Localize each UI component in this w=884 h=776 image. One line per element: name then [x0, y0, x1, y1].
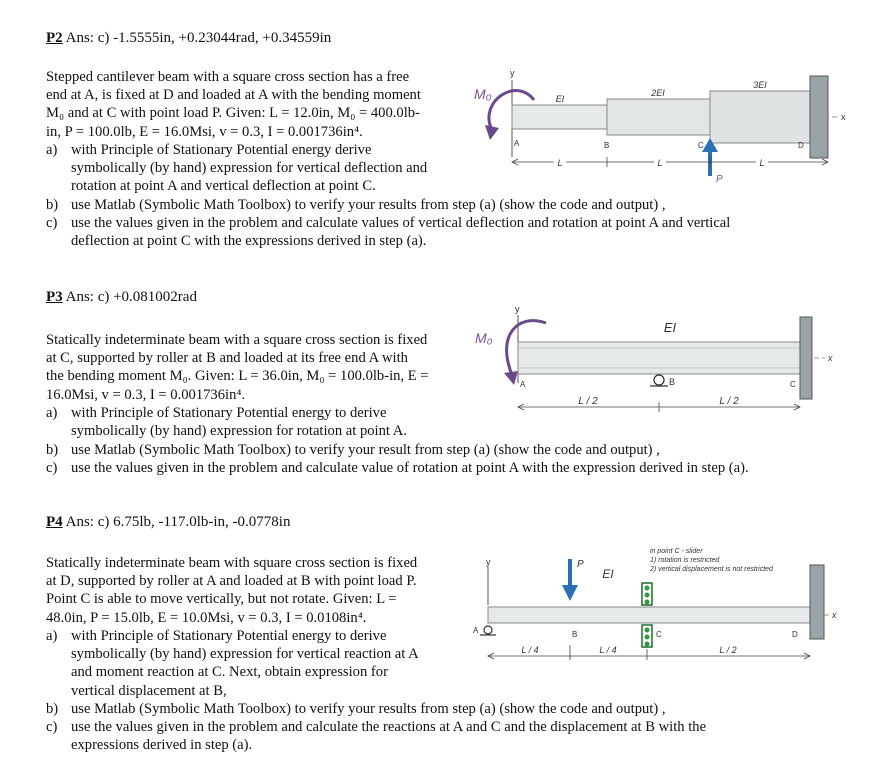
p4-b-label: b)	[46, 701, 59, 717]
p4-note-3: 2) vertical displacement is not restricted	[650, 566, 773, 573]
p4-point-c: C	[656, 630, 662, 639]
p4-answer: Ans: c) 6.75lb, -117.0lb-in, -0.0778in	[65, 514, 291, 530]
p4-line-4: 48.0in, P = 15.0lb, E = 10.0Msi, v = 0.3, I = 0.0108in⁴.	[46, 609, 367, 626]
p3-y-label: y	[515, 304, 520, 314]
p4-dim-l1: L / 4	[521, 645, 539, 655]
p3-a-line-2: symbolically (by hand) expression for rotation at point A.	[71, 423, 407, 440]
p2-b-line-1: use Matlab (Symbolic Math Toolbox) to verify your results from step (a) (show the code and output) ,	[71, 197, 666, 213]
p3-b-line-1: use Matlab (Symbolic Math Toolbox) to verify your result from step (a) (show the code and output) ,	[71, 442, 660, 458]
p3-answer: Ans: c) +0.081002rad	[65, 289, 197, 305]
p3-line-4: 16.0Msi, v = 0.3, I = 0.001736in⁴.	[46, 386, 246, 403]
p2-label-2ei: 2EI	[651, 88, 665, 98]
p4-point-a: A	[473, 626, 479, 635]
p4-slider-roller-5	[645, 635, 650, 640]
p4-item-b	[46, 700, 876, 720]
p2-point-a: A	[514, 139, 520, 148]
p3-b-label: b)	[46, 442, 59, 458]
p2-line-1: Stepped cantilever beam with a square cross section has a free	[46, 69, 410, 85]
p3-point-c: C	[790, 380, 796, 389]
p3-figure	[470, 303, 860, 428]
p2-point-d: D	[798, 141, 804, 150]
p2-c-label: c)	[46, 215, 58, 231]
p2-a-line-2: symbolically (by hand) expression for vertical deflection and	[71, 160, 428, 177]
p2-point-b: B	[604, 141, 610, 150]
p3-item-c	[46, 459, 876, 479]
p2-dim-l3: L	[759, 158, 765, 168]
p2-line-2: end at A, is fixed at D and loaded at A with the bending moment	[46, 87, 421, 104]
p3-item-b	[46, 441, 876, 461]
p4-point-d: D	[792, 630, 798, 639]
p2-line-3: M₀ and at C with point load P. Given: L = 12.0in, M₀ = 400.0lb-	[46, 105, 420, 122]
p4-item-c	[46, 718, 876, 758]
p4-slider-roller-1	[645, 586, 650, 591]
p4-a-label: a)	[46, 628, 58, 644]
p4-point-b: B	[572, 630, 578, 639]
p3-point-b: B	[669, 377, 676, 387]
p4-line-1: Statically indeterminate beam with square cross section is fixed	[46, 555, 418, 571]
p2-line-4: in, P = 100.0lb, E = 16.0Msi, v = 0.3, I = 0.001736in⁴.	[46, 123, 363, 140]
p2-item-c	[46, 214, 876, 254]
p2-a-line-3: rotation at point A and vertical deflection at point C.	[71, 178, 376, 195]
p4-c-line-1: use the values given in the problem and calculate the reactions at A and C and the displacement at B with the	[71, 719, 707, 735]
p3-roller	[654, 375, 664, 385]
p3-a-label: a)	[46, 405, 58, 421]
p2-load-label: P	[716, 174, 723, 185]
p4-header	[46, 514, 290, 531]
p4-load-label: P	[577, 559, 584, 570]
p4-note-1: in point C - slider	[650, 548, 703, 555]
p4-beam	[488, 607, 818, 623]
p2-answer: Ans: c) -1.5555in, +0.23044rad, +0.34559in	[65, 30, 332, 46]
p2-statement	[46, 68, 421, 141]
p3-fixed-support	[800, 317, 812, 399]
p4-load-arrowhead	[562, 585, 578, 601]
p2-x-label: x	[841, 112, 846, 122]
p4-a-line-2: symbolically (by hand) expression for vertical reaction at A	[71, 646, 419, 663]
p3-c-line-1: use the values given in the problem and calculate value of rotation at point A with the expression derived in step (a).	[71, 460, 749, 476]
p3-item-a	[46, 404, 476, 442]
p3-moment-label: M₀	[475, 330, 493, 346]
p2-beam-seg-ei	[512, 105, 607, 129]
p4-dim-l2: L / 4	[599, 645, 617, 655]
p4-slider-roller-4	[645, 628, 650, 633]
p4-fixed-support	[810, 565, 824, 639]
p3-label-ei: EI	[663, 320, 677, 335]
p2-point-c: C	[698, 141, 704, 150]
p3-c-label: c)	[46, 460, 58, 476]
p2-label: P2	[46, 30, 63, 46]
p3-header	[46, 289, 197, 306]
p4-x-label: x	[832, 610, 837, 620]
p2-a-line-1: with Principle of Stationary Potential energy derive	[71, 142, 372, 158]
p2-dim-l1: L	[557, 158, 563, 168]
p4-figure	[470, 545, 870, 665]
p4-a-line-4: vertical displacement at B,	[71, 682, 227, 699]
p2-header	[46, 30, 331, 47]
p4-item-a	[46, 627, 476, 703]
p3-line-3: the bending moment M₀. Given: L = 36.0in, M₀ = 100.0lb-in, E =	[46, 368, 429, 385]
p4-b-line-1: use Matlab (Symbolic Math Toolbox) to verify your results from step (a) (show the code and output) ,	[71, 701, 666, 717]
p4-label: P4	[46, 514, 63, 530]
p2-c-line-1: use the values given in the problem and calculate values of vertical deflection and rotation at point A and vertical	[71, 215, 731, 231]
p2-beam-seg-3ei	[710, 91, 810, 143]
p2-dim-l2: L	[657, 158, 663, 168]
p4-slider-roller-6	[645, 642, 650, 647]
p2-y-label: y	[510, 68, 515, 78]
p4-line-3: Point C is able to move vertically, but not rotate. Given: L =	[46, 591, 397, 608]
p3-x-label: x	[828, 353, 833, 363]
p2-fixed-support	[810, 76, 828, 158]
p3-point-a: A	[520, 380, 526, 389]
p4-y-label: y	[486, 557, 491, 567]
p4-a-line-1: with Principle of Stationary Potential energy to derive	[71, 628, 387, 644]
p4-c-label: c)	[46, 719, 58, 735]
p3-label: P3	[46, 289, 63, 305]
p3-beam	[518, 342, 800, 374]
p2-label-ei: EI	[555, 94, 565, 104]
p2-moment-arrowhead	[485, 125, 499, 140]
p2-beam-seg-2ei	[607, 99, 710, 135]
p4-note-2: 1) rotation is restricted	[650, 557, 720, 564]
p4-c-line-2: expressions derived in step (a).	[71, 737, 253, 754]
p4-slider-roller-3	[645, 600, 650, 605]
p4-line-2: at D, supported by roller at A and loaded at B with point load P.	[46, 573, 417, 590]
p2-a-label: a)	[46, 142, 58, 158]
p4-a-line-3: and moment reaction at C. Next, obtain expression for	[71, 664, 388, 681]
p3-a-line-1: with Principle of Stationary Potential energy to derive	[71, 405, 387, 421]
p2-moment-label: M₀	[474, 86, 492, 102]
p2-c-line-2: deflection at point C with the expressions derived in step (a).	[71, 233, 427, 250]
p2-label-3ei: 3EI	[753, 80, 767, 90]
p4-roller-a	[484, 626, 492, 634]
p4-dim-l3: L / 2	[719, 645, 737, 655]
p4-slider-roller-2	[645, 593, 650, 598]
p4-label-ei: EI	[602, 567, 614, 581]
p2-figure	[470, 62, 860, 202]
p3-statement	[46, 331, 429, 404]
p2-item-a	[46, 141, 476, 197]
p3-line-2: at C, supported by roller at B and loaded at its free end A with	[46, 350, 408, 367]
p3-line-1: Statically indeterminate beam with a square cross section is fixed	[46, 332, 428, 348]
p3-dim-l1: L / 2	[578, 396, 598, 407]
p3-moment-arrowhead	[504, 371, 518, 385]
p2-b-label: b)	[46, 197, 59, 213]
p3-dim-l2: L / 2	[719, 396, 739, 407]
p4-statement	[46, 554, 417, 627]
